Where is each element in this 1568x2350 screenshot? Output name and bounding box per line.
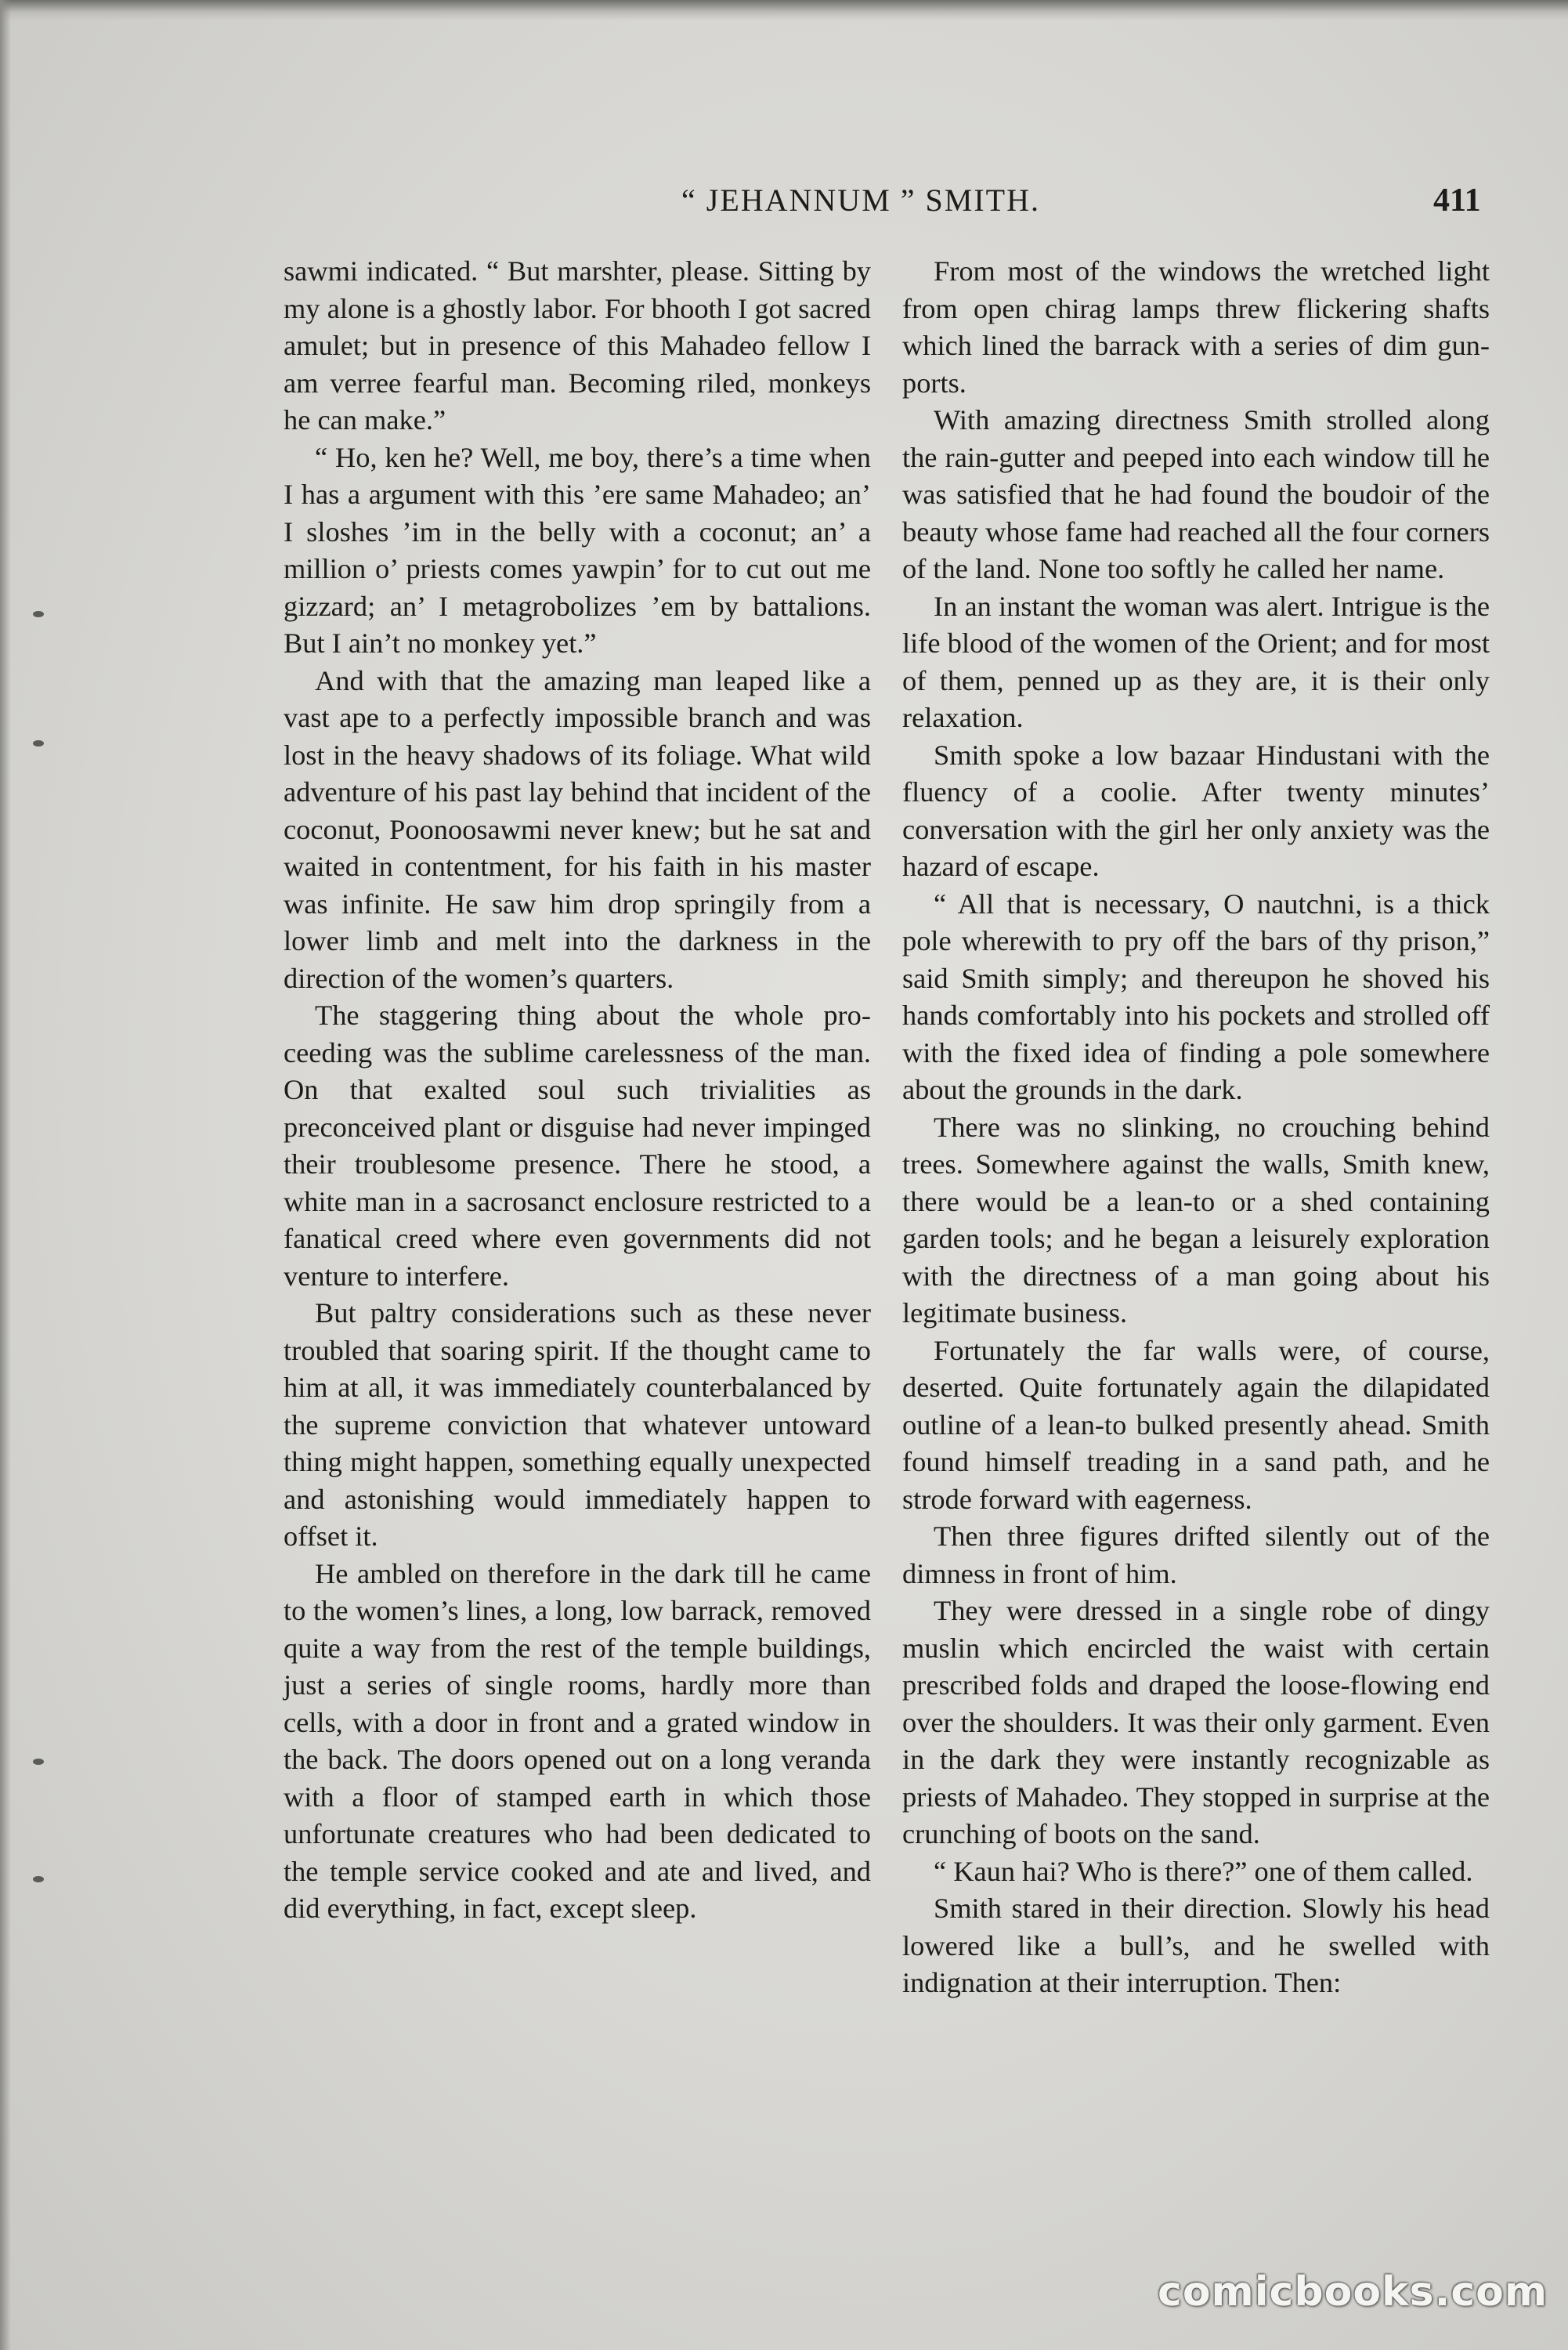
binding-hole	[33, 1759, 44, 1765]
paragraph: Smith stared in their direction. Slowly his head lowered like a bull’s, and he swelled with indignation at their interruption. Then:	[902, 1893, 1490, 1998]
paragraph: From most of the windows the wretched light from open chirag lamps threw flickering shafts which lined the barrack with a series of dim gun-ports.	[902, 255, 1490, 399]
page-left-edge	[0, 0, 11, 2350]
right-column	[902, 253, 1490, 2002]
paragraph: They were dressed in a single robe of dingy muslin which encircled the waist with certain prescribed folds and draped the loose-flowing end over the shoulders. It was their only garment. Even in the dark they were instantly recognizable as priests of Mahadeo. They stopped in surprise at the crunching of boots on the sand.	[902, 1595, 1490, 1849]
paragraph: “ Kaun hai? Who is there?” one of them called.	[934, 1855, 1473, 1887]
paragraph: There was no slinking, no crouching behind trees. Somewhere against the walls, Smith knew, there would be a lean-to or a shed containing garden tools; and he began a leisurely exploration with the directness of a man going about his legitimate business.	[902, 1111, 1490, 1329]
paragraph: But paltry considerations such as these never troubled that soaring spirit. If the thought came to him at all, it was immediately counterbalanced by the supreme conviction that whatever untoward thing might happen, something equally unexpected and astonishing would immediately happen to offset it.	[284, 1297, 871, 1552]
paragraph: In an instant the woman was alert. Intrigue is the life blood of the women of the Orient; and for most of them, penned up as they are, it is their only relaxation.	[902, 590, 1490, 733]
paragraph: He ambled on therefore in the dark till he came to the women’s lines, a long, low barrack, removed quite a way from the rest of the temple buildings, just a series of single rooms, hardly more than cells, with a door in front and a grated window in the back. The doors opened out on a long veranda with a floor of stamped earth in which those unfortunate creatures who had been dedicated to the temple service cooked and ate and lived, and did everything, in fact, except sleep.	[284, 1557, 871, 1924]
binding-hole	[33, 611, 44, 617]
paragraph: With amazing directness Smith strolled along the rain-gutter and peeped into each window till he was satisfied that he had found the boudoir of the beauty whose fame had reached all the four corners of the land. None too softly he called her name.	[902, 404, 1490, 584]
paragraph: Smith spoke a low bazaar Hindustani with the fluency of a coolie. After twenty minutes’ conversation with the girl her only anxiety was the hazard of escape.	[902, 739, 1490, 882]
page-number: 411	[1433, 183, 1481, 219]
paragraph: sawmi indicated. “ But marshter, please. Sitting by my alone is a ghostly labor. For bhooth I got sacred amulet; but in presence of this Mahadeo fellow I am verree fearful man. Becoming riled, monkeys he can make.”	[284, 255, 871, 436]
running-head	[0, 182, 1568, 229]
paragraph: Then three figures drifted silently out of the dimness in front of him.	[902, 1520, 1490, 1589]
watermark-logo: comicbooks.com	[1158, 2269, 1548, 2316]
paragraph: “ Ho, ken he? Well, me boy, there’s a time when I has a argument with this ’ere same Mahadeo; an’ I sloshes ’im in the belly with a coconut; an’ a million o’ priests comes yawpin’ for to cut out me gizzard; an’ I metagrobolizes ’em by battalions. But I ain’t no monkey yet.”	[284, 441, 871, 659]
binding-hole	[33, 740, 44, 747]
binding-hole	[33, 1876, 44, 1882]
paragraph: “ All that is necessary, O nautchni, is a thick pole wherewith to pry off the bars of thy prison,” said Smith simply; and thereupon he shoved his hands comfortably into his pockets and strolled off with the fixed idea of finding a pole somewhere about the grounds in the dark.	[902, 888, 1490, 1105]
paragraph: And with that the amazing man leaped like a vast ape to a perfectly impossible branch and was lost in the heavy shadows of its foliage. What wild adventure of his past lay behind that incident of the coconut, Poonoosawmi never knew; but he sat and waited in contentment, for his faith in his master was infinite. He saw him drop springily from a lower limb and melt into the darkness in the direction of the women’s quarters.	[284, 664, 871, 994]
paragraph: The staggering thing about the whole proceeding was the sublime carelessness of the man. On that exalted soul such trivialities as preconceived plant or disguise had never impinged their troublesome presence. There he stood, a white man in a sacrosanct enclosure restricted to a fanatical creed where even governments did not venture to interfere.	[284, 1000, 871, 1292]
running-head-title: “ JEHANNUM ” SMITH.	[681, 183, 1040, 218]
page-top-edge	[0, 0, 1568, 20]
paragraph: Fortunately the far walls were, of course, deserted. Quite fortunately again the dilapidated outline of a lean-to bulked presently ahead. Smith found himself treading in a sand path, and he strode forward with eagerness.	[902, 1334, 1490, 1515]
left-column	[284, 253, 871, 1928]
